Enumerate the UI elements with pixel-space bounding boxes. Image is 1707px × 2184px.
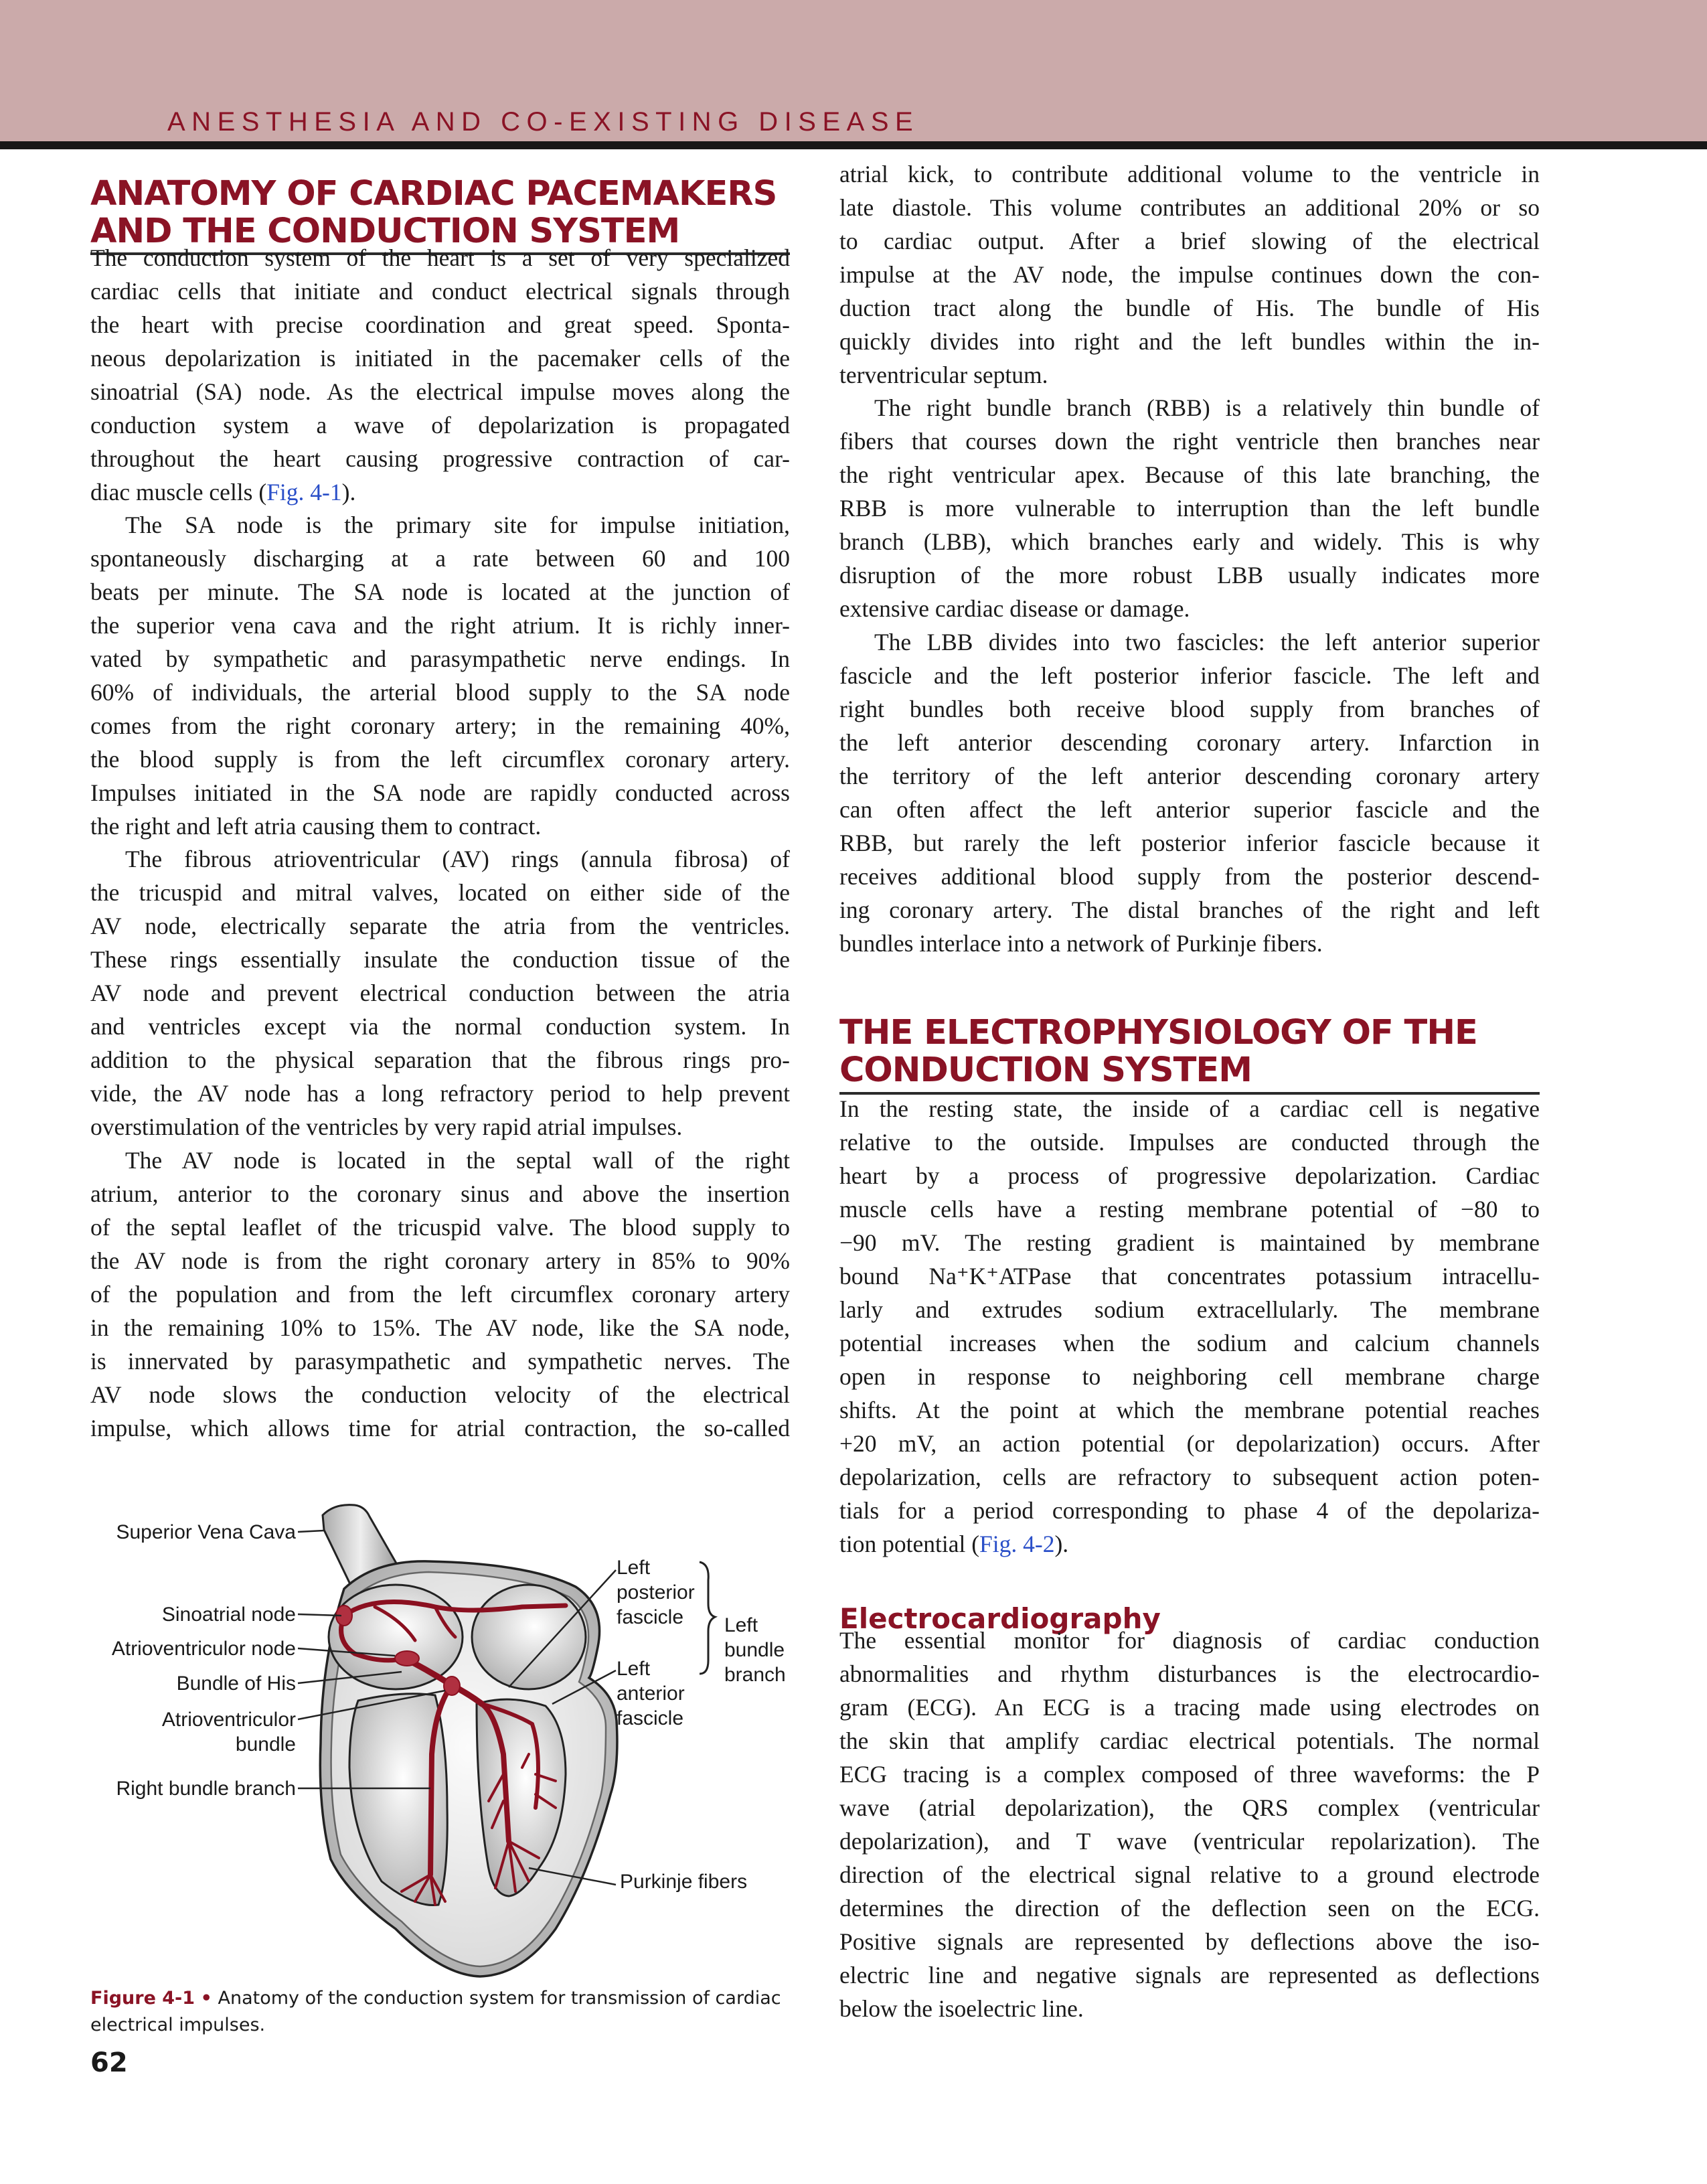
text-line: The LBB divides into two fascicles: the left anterior superior (874, 629, 1540, 655)
label-superior-vena-cava: Superior Vena Cava (116, 1521, 296, 1543)
text-line: vated by sympathetic and parasympathetic nerve endings. In (90, 645, 790, 672)
text-line: the skin that amplify cardiac electrical potentials. The normal (839, 1727, 1540, 1754)
text-line: AV node, electrically separate the atria from the ventricles. (90, 913, 790, 939)
text-span: ). (1054, 1531, 1069, 1557)
text-line: the tricuspid and mitral valves, located on either side of the (90, 879, 790, 906)
text-line: The fibrous atrioventricular (AV) rings (annula fibrosa) of (125, 846, 790, 872)
text-line: and ventricles except via the normal conduction system. In (90, 1013, 790, 1040)
heading-line: ANATOMY OF CARDIAC PACEMAKERS (90, 174, 777, 214)
text-span: diac muscle cells ( (90, 479, 267, 505)
text-line: the right and left atria causing them to contract. (90, 813, 542, 840)
text-line: −90 mV. The resting gradient is maintained by membrane (839, 1229, 1540, 1256)
label-right-bundle-branch: Right bundle branch (116, 1778, 296, 1800)
text-line: branch (LBB), which branches early and widely. This is why (839, 528, 1540, 555)
text-line: to cardiac output. After a brief slowing of the electrical (839, 228, 1540, 254)
text-line: quickly divides into right and the left bundles within the in- (839, 328, 1540, 355)
text-line: neous depolarization is initiated in the pacemaker cells of the (90, 345, 790, 372)
heading-line: THE ELECTROPHYSIOLOGY OF THE (839, 1013, 1477, 1052)
label-line: Left (617, 1658, 651, 1680)
text-span: ). (341, 479, 356, 505)
text-line: disruption of the more robust LBB usually indicates more (839, 562, 1540, 589)
text-line: the blood supply is from the left circumflex coronary artery. (90, 746, 790, 773)
text-line: right bundles both receive blood supply from branches of (839, 696, 1540, 722)
text-line: +20 mV, an action potential (or depolarization) occurs. After (839, 1430, 1540, 1457)
text-line: The AV node is located in the septal wall of the right (125, 1147, 790, 1174)
text-line: shifts. At the point at which the membrane potential reaches (839, 1397, 1540, 1423)
label-line: Atrioventriculor (161, 1709, 296, 1731)
text-line: spontaneously discharging at a rate between 60 and 100 (90, 545, 790, 572)
label-bundle-of-his: Bundle of His (176, 1672, 296, 1695)
text-line: of the population and from the left circumflex coronary artery (90, 1281, 790, 1308)
text-line: 60% of individuals, the arterial blood supply to the SA node (90, 679, 790, 706)
caption-bullet: • (200, 1988, 212, 2009)
text-line: atrial kick, to contribute additional volume to the ventricle in (839, 161, 1540, 187)
left-atrium (472, 1585, 586, 1689)
text-line: Positive signals are represented by deflections above the iso- (839, 1928, 1540, 1955)
text-line: AV node and prevent electrical conduction between the atria (90, 980, 790, 1006)
text-line: fascicle and the left posterior inferior fascicle. The left and (839, 662, 1540, 689)
text-line: addition to the physical separation that the fibrous rings pro- (90, 1046, 790, 1073)
text-line: throughout the heart causing progressive contraction of car- (90, 445, 790, 472)
text-line: fibers that courses down the right ventricle then branches near (839, 428, 1540, 455)
label-atrioventricular-bundle (162, 1707, 296, 1757)
text-line: bundles interlace into a network of Purkinje fibers. (839, 930, 1323, 957)
figure-reference-link[interactable]: Fig. 4-1 (266, 479, 342, 505)
text-line: the right ventricular apex. Because of this late branching, the (839, 461, 1540, 488)
text-line: impulse at the AV node, the impulse continues down the con- (839, 261, 1540, 288)
text-line: The essential monitor for diagnosis of cardiac conduction (839, 1627, 1540, 1654)
text-line: in the remaining 10% to 15%. The AV node, like the SA node, (90, 1314, 790, 1341)
label-line: posterior (617, 1581, 695, 1604)
text-line: ECG tracing is a complex composed of three waveforms: the P (839, 1761, 1540, 1788)
text-line: AV node slows the conduction velocity of the electrical (90, 1381, 790, 1408)
text-line: the superior vena cava and the right atrium. It is richly inner- (90, 612, 790, 639)
text-line: atrium, anterior to the coronary sinus and above the insertion (90, 1180, 790, 1207)
label-line: branch (724, 1664, 786, 1686)
caption-text: Anatomy of the conduction system for transmission of cardiac electrical impulses. (90, 1988, 781, 2035)
text-line: The SA node is the primary site for impulse initiation, (125, 512, 790, 538)
text-line: duction tract along the bundle of His. The bundle of His (839, 295, 1540, 321)
text-line: electric line and negative signals are represented as deflections (839, 1962, 1540, 1988)
text-line: comes from the right coronary artery; in the remaining 40%, (90, 712, 790, 739)
label-left-posterior-fascicle (617, 1555, 695, 1630)
text-line: depolarization), and T wave (ventricular repolarization). The (839, 1828, 1540, 1855)
text-line: Impulses initiated in the SA node are rapidly conducted across (90, 779, 790, 806)
text-line: open in response to neighboring cell membrane charge (839, 1363, 1540, 1390)
running-head: ANESTHESIA AND CO-EXISTING DISEASE (167, 107, 920, 137)
figure-caption (90, 1985, 793, 2039)
text-line: abnormalities and rhythm disturbances is the electrocardio- (839, 1660, 1540, 1687)
label-sinoatrial-node: Sinoatrial node (161, 1604, 296, 1626)
text-line: the heart with precise coordination and great speed. Sponta- (90, 311, 790, 338)
text-line: heart by a process of progressive depolarization. Cardiac (839, 1162, 1540, 1189)
text-line: These rings essentially insulate the conduction tissue of the (90, 946, 790, 973)
text-line: is innervated by parasympathetic and sympathetic nerves. The (90, 1348, 790, 1375)
heading-line: AND THE CONDUCTION SYSTEM (90, 212, 680, 251)
text-line: the AV node is from the right coronary artery in 85% to 90% (90, 1247, 790, 1274)
text-line: terventricular septum. (839, 362, 1048, 388)
text-line: of the septal leaflet of the tricuspid valve. The blood supply to (90, 1214, 790, 1241)
label-line: Left (617, 1557, 651, 1579)
text-line: can often affect the left anterior superior fascicle and the (839, 796, 1540, 823)
text-line: In the resting state, the inside of a cardiac cell is negative (839, 1095, 1540, 1122)
text-line: beats per minute. The SA node is located at the junction of (90, 578, 790, 605)
label-line: anterior (617, 1683, 685, 1705)
figure-number: Figure 4-1 (90, 1988, 195, 2009)
text-line: late diastole. This volume contributes an additional 20% or so (839, 194, 1540, 221)
text-span: tion potential ( (839, 1531, 980, 1557)
heading-line: CONDUCTION SYSTEM (839, 1050, 1252, 1090)
text-line: relative to the outside. Impulses are conducted through the (839, 1129, 1540, 1156)
text-line: the left anterior descending coronary artery. Infarction in (839, 729, 1540, 756)
label-left-bundle-branch (724, 1613, 786, 1687)
text-line: potential increases when the sodium and calcium channels (839, 1330, 1540, 1356)
label-line: bundle (724, 1639, 785, 1661)
label-line: fascicle (617, 1707, 684, 1729)
text-line: RBB is more vulnerable to interruption than the left bundle (839, 495, 1540, 522)
text-line: wave (atrial depolarization), the QRS complex (ventricular (839, 1794, 1540, 1821)
text-line: larly and extrudes sodium extracellularly. The membrane (839, 1296, 1540, 1323)
subheading-electrocardiography: Electrocardiography (839, 1602, 1161, 1635)
text-line: bound Na⁺K⁺ATPase that concentrates potassium intracellu- (839, 1263, 1540, 1290)
text-line: tials for a period corresponding to phase 4 of the depolariza- (839, 1497, 1540, 1524)
text-line: cardiac cells that initiate and conduct electrical signals through (90, 278, 790, 305)
text-line: sinoatrial (SA) node. As the electrical impulse moves along the (90, 378, 790, 405)
text-line: The conduction system of the heart is a set of very specialized (90, 244, 790, 271)
label-line: fascicle (617, 1606, 684, 1628)
figure-reference-link[interactable]: Fig. 4-2 (979, 1531, 1055, 1557)
label-atrioventricular-node: Atrioventriculor node (111, 1638, 296, 1660)
text-line: overstimulation of the ventricles by very rapid atrial impulses. (90, 1113, 683, 1140)
text-line: gram (ECG). An ECG is a tracing made using electrodes on (839, 1694, 1540, 1721)
text-line: depolarization, cells are refractory to subsequent action poten- (839, 1464, 1540, 1490)
text-line: RBB, but rarely the left posterior inferior fascicle because it (839, 830, 1540, 856)
text-line: vide, the AV node has a long refractory period to help prevent (90, 1080, 790, 1107)
text-line: conduction system a wave of depolarization is propagated (90, 412, 790, 439)
text-line: The right bundle branch (RBB) is a relatively thin bundle of (874, 394, 1540, 421)
text-line: the territory of the left anterior descending coronary artery (839, 763, 1540, 789)
text-line: impulse, which allows time for atrial contraction, the so-called (90, 1415, 790, 1441)
text-line: receives additional blood supply from the posterior descend- (839, 863, 1540, 890)
text-line: determines the direction of the deflection seen on the ECG. (839, 1895, 1540, 1922)
label-purkinje-fibers: Purkinje fibers (620, 1871, 748, 1893)
text-line: below the isoelectric line. (839, 1995, 1084, 2022)
text-line: ing coronary artery. The distal branches of the right and left (839, 896, 1540, 923)
text-line: muscle cells have a resting membrane potential of −80 to (839, 1196, 1540, 1223)
text-line: direction of the electrical signal relative to a ground electrode (839, 1861, 1540, 1888)
text-line: extensive cardiac disease or damage. (839, 595, 1190, 622)
label-left-anterior-fascicle (617, 1656, 685, 1731)
page-number: 62 (90, 2047, 128, 2078)
label-line: bundle (235, 1733, 296, 1756)
label-line: Left (724, 1614, 758, 1636)
